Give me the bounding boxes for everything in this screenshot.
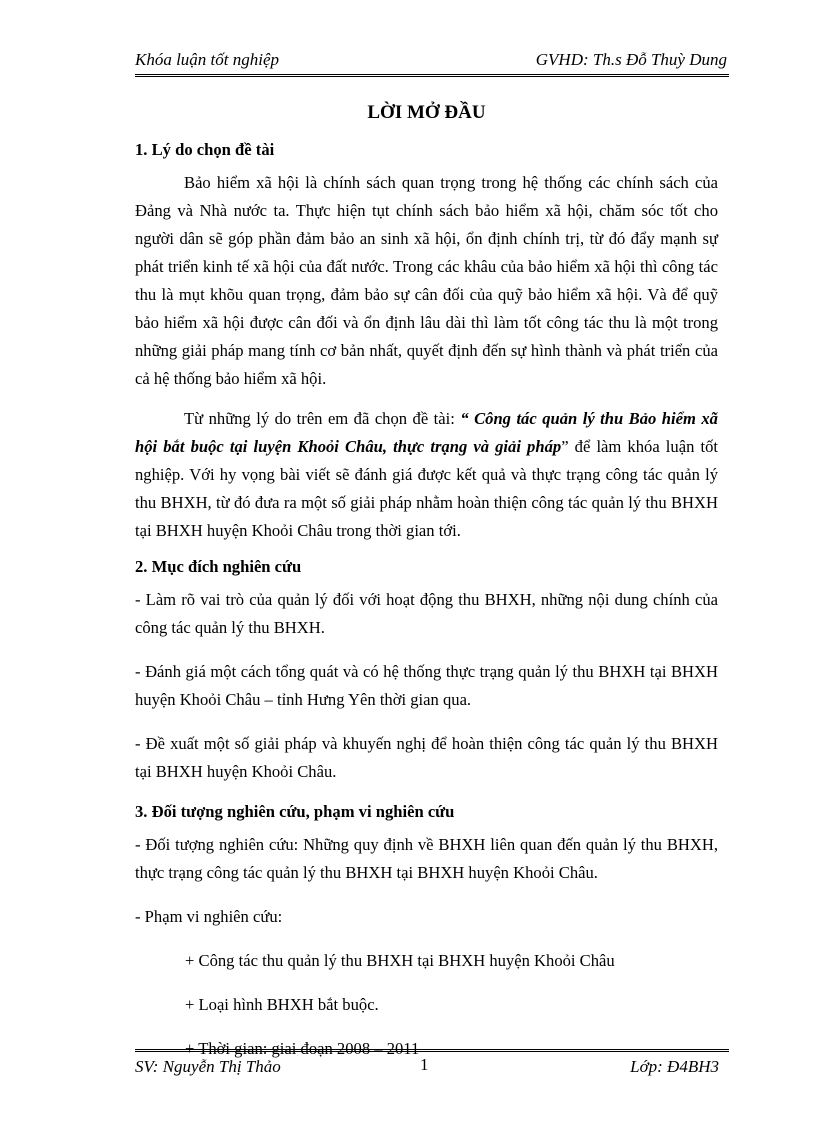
footer-student: SV: Nguyễn Thị Thảo [135,1057,281,1076]
section-2-heading: 2. Mục đích nghiên cứu [135,557,302,576]
section-1-paragraph-2 [135,405,718,545]
section-1-paragraph-1: Bảo hiểm xã hội là chính sách quan trọng trong hệ thống các chính sách của Đảng và Nhà nước ta. Thực hiện tụt chính sách bảo hiểm xã hội, chăm sóc tốt cho người dân sẽ góp phần đảm bảo an sinh xã hội, ổn định chính trị, từ đó đẩy mạnh sự phát triển kinh tế xã hội của đất nước. Trong các khâu của bảo hiểm xã hội thì công tác thu là mụt khõu quan trọng, đảm bảo sự cân đối của quỹ bảo hiểm xã hội. Và để quỹ bảo hiểm xã hội được cân đối và ổn định lâu dài thì làm tốt công tác thu là một trong những giải pháp mang tính cơ bản nhất, quyết định đến sự hình thành và phát triển của cả hệ thống bảo hiểm xã hội. [135,173,718,388]
section-3-item-1: - Đối tượng nghiên cứu: Những quy định về BHXH liên quan đến quản lý thu BHXH, thực trạng công tác quản lý thu BHXH tại BHXH huyện Khoỏi Châu. [135,835,718,882]
footer-class: Lớp: Đ4BH3 [630,1057,719,1076]
scope-item-1: + Công tác thu quản lý thu BHXH tại BHXH huyện Khoỏi Châu [185,951,615,970]
thesis-topic: “ Công tác quản lý thu Bảo hiểm xã hội bắt buộc tại luyện Khoỏi Châu, thực trạng và giải pháp [135,409,718,456]
scope-item-3: + Thời gian: giai đoạn 2008 – 2011 [185,1039,420,1058]
scope-item-2: + Loại hình BHXH bắt buộc. [185,995,379,1014]
section-1-heading: 1. Lý do chọn đề tài [135,140,275,159]
header-supervisor: GVHD: Th.s Đỗ Thuỳ Dung [535,50,727,69]
page-content [135,100,718,1079]
header-thesis-label: Khóa luận tốt nghiệp [135,50,280,69]
section-2-item-3: - Đề xuất một số giải pháp và khuyến nghị để hoàn thiện công tác quản lý thu BHXH tại BHXH huyện Khoỏi Châu. [135,734,718,781]
paragraph-2-suffix: ” để làm khóa luận tốt nghiệp. Với hy vọng bài viết sẽ đánh giá được kết quả và thực trạng công tác quản lý thu BHXH, từ đó đưa ra một số giải pháp nhằm hoàn thiện công tác quản lý thu BHXH tại BHXH huyện Khoỏi Châu trong thời gian tới. [135,437,719,540]
page-header [135,48,729,77]
page-number: 1 [420,1055,429,1074]
page-title: LỜI MỞ ĐẦU [367,102,486,123]
page-footer [135,1049,729,1080]
paragraph-2-prefix: Từ những lý do trên em đã chọn đề tài: [184,409,461,428]
section-2-item-1: - Làm rõ vai trò của quản lý đối với hoạt động thu BHXH, những nội dung chính của công tác quản lý thu BHXH. [135,590,718,637]
section-2-item-2: - Đánh giá một cách tổng quát và có hệ thống thực trạng quản lý thu BHXH tại BHXH huyện Khoỏi Châu – tỉnh Hưng Yên thời gian qua. [135,662,718,709]
section-3-heading: 3. Đối tượng nghiên cứu, phạm vi nghiên cứu [135,802,455,821]
section-3-item-2: - Phạm vi nghiên cứu: [135,907,283,926]
